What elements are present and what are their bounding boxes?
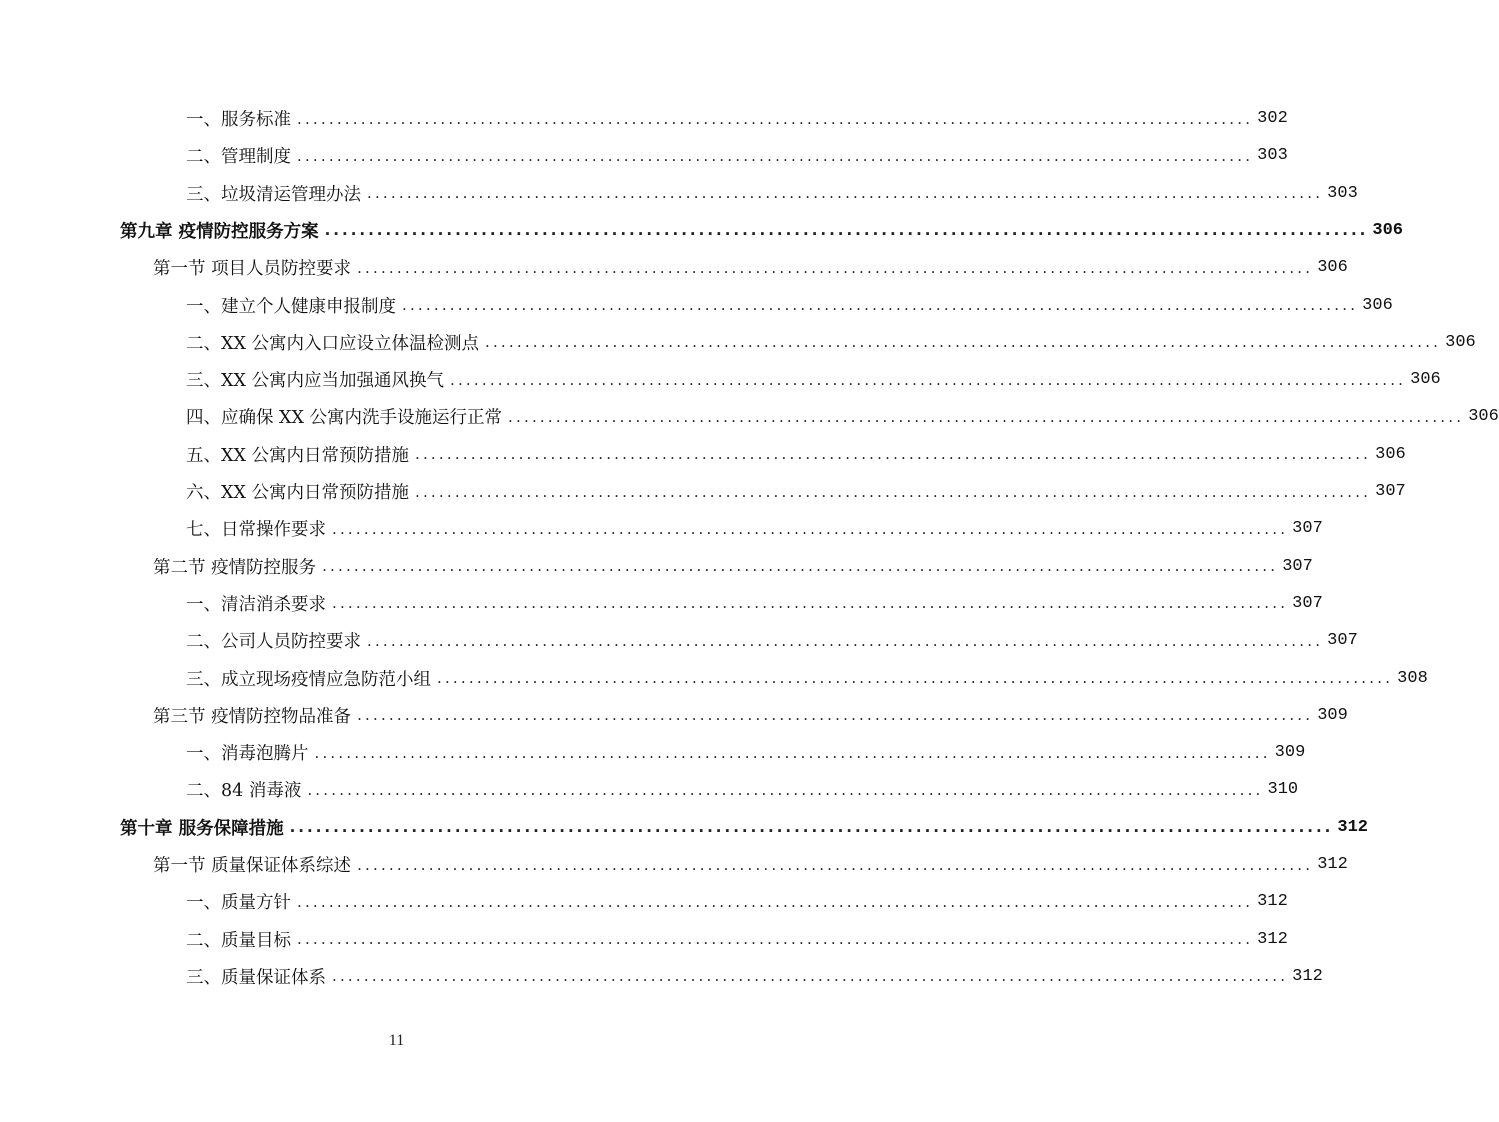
toc-entry-label: 二、XX 公寓内入口应设立体温检测点 [186, 333, 479, 354]
toc-entry-item[interactable] [186, 398, 1499, 435]
toc-entry-label: 第十章 服务保障措施 [120, 818, 284, 839]
toc-entry-label: 三、垃圾清运管理办法 [186, 184, 361, 205]
toc-entry-page: 312 [1292, 966, 1323, 986]
toc-entry-page: 306 [1372, 220, 1403, 240]
toc-entry-item[interactable] [186, 287, 1393, 324]
toc-leader-dots: ........................................................................................................................ [307, 780, 1264, 799]
toc-entry-item[interactable] [186, 585, 1323, 622]
page-number: 11 [388, 1032, 405, 1049]
toc-entry-chapter[interactable] [120, 212, 1403, 249]
toc-entry-page: 307 [1375, 482, 1406, 501]
toc-leader-dots: ........................................................................................................................ [297, 146, 1254, 165]
toc-entry-label: 四、应确保 XX 公寓内洗手设施运行正常 [186, 408, 503, 429]
toc-leader-dots: ........................................................................................................................ [324, 221, 1369, 240]
toc-entry-page: 312 [1257, 892, 1288, 912]
toc-entry-section[interactable] [153, 697, 1348, 734]
toc-entry-page: 306 [1375, 444, 1406, 464]
toc-entry-page: 302 [1257, 109, 1288, 128]
toc-entry-item[interactable] [186, 622, 1358, 659]
toc-entry-page: 306 [1468, 407, 1499, 427]
toc-entry-page: 307 [1282, 556, 1313, 576]
toc-entry-label: 三、成立现场疫情应急防范小组 [186, 669, 431, 690]
toc-entry-section[interactable] [153, 249, 1348, 286]
toc-entry-item[interactable] [186, 436, 1406, 473]
toc-entry-page: 307 [1292, 593, 1323, 613]
toc-leader-dots: ........................................................................................................................ [332, 967, 1289, 986]
toc-leader-dots: ........................................................................................................................ [437, 669, 1394, 687]
toc-leader-dots: ........................................................................................................................ [449, 370, 1407, 389]
toc-entry-label: 二、质量目标 [186, 930, 291, 951]
toc-entry-item[interactable] [186, 175, 1358, 212]
toc-entry-page: 312 [1317, 855, 1348, 874]
toc-leader-dots: ........................................................................................................................ [297, 892, 1254, 911]
toc-entry-item[interactable] [186, 324, 1476, 361]
toc-leader-dots: ........................................................................................................................ [414, 482, 1372, 501]
toc-leader-dots: ........................................................................................................................ [484, 333, 1442, 352]
toc-leader-dots: ........................................................................................................................ [332, 519, 1289, 538]
toc-entry-label: 一、服务标准 [186, 110, 291, 130]
toc-entry-label: 二、84 消毒液 [186, 781, 302, 802]
toc-entry-page: 312 [1337, 817, 1368, 837]
toc-entry-item[interactable] [186, 921, 1288, 958]
toc-entry-label: 二、公司人员防控要求 [186, 632, 361, 653]
toc-entry-page: 308 [1397, 668, 1428, 688]
toc-entry-label: 七、日常操作要求 [186, 520, 326, 541]
toc-leader-dots: ........................................................................................................................ [357, 706, 1314, 725]
toc-entry-label: 第一节 质量保证体系综述 [153, 856, 352, 876]
toc-leader-dots: ........................................................................................................................ [414, 445, 1372, 464]
toc-entry-item[interactable] [186, 100, 1288, 137]
toc-leader-dots: ........................................................................................................................ [322, 557, 1279, 576]
toc-entry-item[interactable] [186, 883, 1288, 920]
toc-leader-dots: ........................................................................................................................ [357, 258, 1314, 277]
toc-entry-section[interactable] [153, 548, 1313, 585]
toc-entry-label: 一、质量方针 [186, 893, 291, 914]
toc-entry-chapter[interactable] [120, 809, 1368, 846]
toc-entry-label: 第三节 疫情防控物品准备 [153, 706, 352, 727]
toc-entry-item[interactable] [186, 660, 1428, 697]
toc-entry-page: 306 [1410, 370, 1441, 390]
toc-leader-dots: ........................................................................................................................ [297, 930, 1254, 949]
toc-leader-dots: ........................................................................................................................ [402, 296, 1359, 314]
toc-entry-page: 303 [1257, 146, 1288, 166]
toc-entry-page: 310 [1267, 780, 1299, 800]
toc-entry-item[interactable] [186, 361, 1441, 398]
toc-entry-page: 306 [1362, 295, 1393, 315]
toc-entry-label: 六、XX 公寓内日常预防措施 [186, 483, 409, 503]
toc-leader-dots: ........................................................................................................................ [289, 818, 1334, 837]
toc-entry-item[interactable] [186, 734, 1306, 771]
toc-entry-page: 312 [1257, 929, 1288, 949]
toc-leader-dots: ........................................................................................................................ [367, 631, 1324, 650]
toc-entry-label: 一、消毒泡腾片 [186, 744, 309, 765]
toc-entry-label: 五、XX 公寓内日常预防措施 [186, 445, 409, 466]
toc-entry-label: 三、质量保证体系 [186, 967, 326, 988]
toc-leader-dots: ........................................................................................................................ [508, 407, 1465, 426]
toc-entry-page: 307 [1292, 519, 1323, 539]
toc-entry-page: 306 [1445, 332, 1476, 352]
toc-entry-label: 一、建立个人健康申报制度 [186, 296, 396, 317]
toc-entry-item[interactable] [186, 473, 1406, 510]
toc-entry-label: 第一节 项目人员防控要求 [153, 259, 352, 280]
toc-entry-label: 第九章 疫情防控服务方案 [120, 221, 319, 242]
toc-entry-item[interactable] [186, 771, 1299, 808]
toc-entry-section[interactable] [153, 846, 1348, 883]
toc-entry-label: 二、管理制度 [186, 147, 291, 168]
toc-entry-label: 一、清洁消杀要求 [186, 594, 326, 615]
toc-entry-label: 第二节 疫情防控服务 [153, 557, 317, 578]
toc-entry-page: 309 [1317, 705, 1348, 725]
toc-leader-dots: ........................................................................................................................ [367, 184, 1324, 203]
toc-entry-label: 三、XX 公寓内应当加强通风换气 [186, 371, 444, 392]
toc-entry-item[interactable] [186, 958, 1323, 995]
toc-leader-dots: ........................................................................................................................ [332, 594, 1289, 613]
toc-entry-page: 303 [1327, 183, 1358, 203]
toc-entry-page: 306 [1317, 258, 1348, 278]
toc-leader-dots: ........................................................................................................................ [314, 743, 1271, 762]
toc-entry-page: 307 [1327, 631, 1358, 651]
toc-entry-page: 309 [1274, 743, 1306, 763]
toc-leader-dots: ........................................................................................................................ [297, 109, 1254, 128]
toc-entry-item[interactable] [186, 510, 1323, 547]
toc-entry-item[interactable] [186, 137, 1288, 174]
toc-leader-dots: ........................................................................................................................ [357, 855, 1314, 874]
